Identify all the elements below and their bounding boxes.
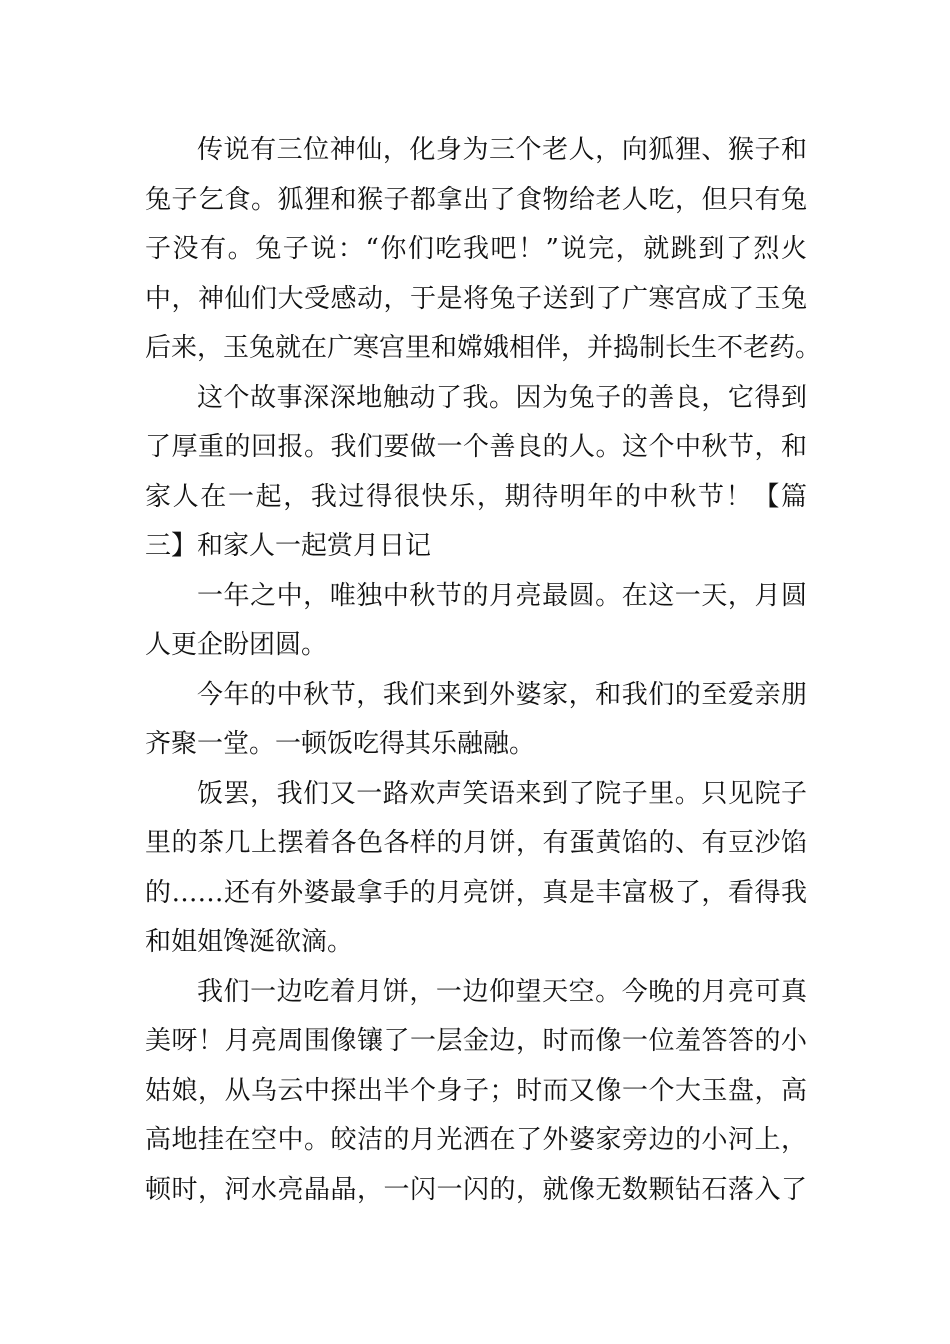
text-line: 兔子乞食。狐狸和猴子都拿出了食物给老人吃，但只有兔 [145, 184, 807, 215]
text-line: 美呀！月亮周围像镶了一层金边，时而像一位羞答答的小 [145, 1026, 807, 1056]
text-line: 饭罢，我们又一路欢声笑语来到了院子里。只见院子 [197, 778, 807, 809]
text-line: 里的茶几上摆着各色各样的月饼，有蛋黄馅的、有豆沙馅 [145, 828, 807, 858]
text-line: 了厚重的回报。我们要做一个善良的人。这个中秋节，和 [145, 432, 807, 462]
text-line: 高地挂在空中。皎洁的月光洒在了外婆家旁边的小河上， [145, 1125, 807, 1155]
text-line: 和姐姐馋涎欲滴。 [145, 927, 354, 957]
document-page [145, 126, 822, 1215]
text-line: 中，神仙们大受感动，于是将兔子送到了广寒宫成了玉兔 [145, 283, 807, 314]
text-line: 的……还有外婆最拿手的月亮饼，真是丰富极了，看得我 [145, 877, 807, 908]
text-line: 子没有。兔子说：“你们吃我吧！”说完，就跳到了烈火 [145, 234, 807, 264]
text-line: 这个故事深深地触动了我。因为兔子的善良，它得到 [197, 382, 807, 413]
text-line: 一年之中，唯独中秋节的月亮最圆。在这一天，月圆 [197, 580, 807, 611]
text-line: 今年的中秋节，我们来到外婆家，和我们的至爱亲朋 [197, 679, 807, 710]
section-heading-line: 三】和家人一起赏月日记 [145, 531, 432, 561]
text-line: 姑娘，从乌云中探出半个身子；时而又像一个大玉盘，高 [145, 1075, 807, 1106]
text-line: 传说有三位神仙，化身为三个老人，向狐狸、猴子和 [197, 135, 807, 165]
text-line: 齐聚一堂。一顿饭吃得其乐融融。 [145, 729, 536, 759]
text-line: 后来，玉兔就在广寒宫里和嫦娥相伴，并捣制长生不老药。 [145, 333, 822, 363]
text-line: 顿时，河水亮晶晶，一闪一闪的，就像无数颗钻石落入了 [145, 1174, 807, 1205]
text-line: 家人在一起，我过得很快乐，期待明年的中秋节！【篇 [145, 481, 807, 512]
text-line: 人更企盼团圆。 [145, 630, 328, 660]
text-line: 我们一边吃着月饼，一边仰望天空。今晚的月亮可真 [197, 976, 807, 1007]
